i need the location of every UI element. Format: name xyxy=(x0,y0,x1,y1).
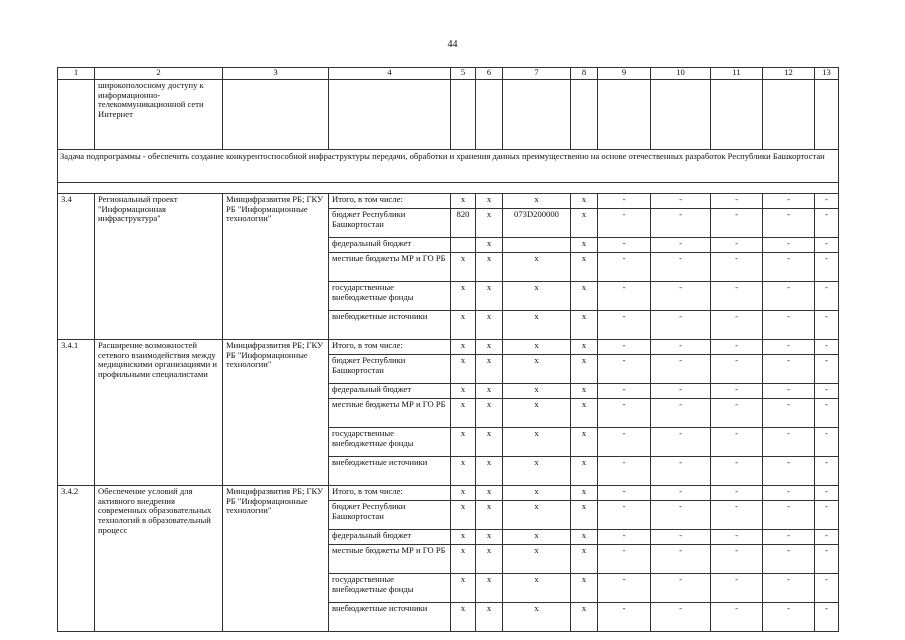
value-cell-c5: x xyxy=(451,253,476,282)
value-cell-c5: x xyxy=(451,355,476,384)
value-cell-c10: - xyxy=(651,311,711,340)
value-cell-c6: x xyxy=(476,238,503,253)
value-cell-c7 xyxy=(503,238,571,253)
value-cell-c9: - xyxy=(598,530,651,545)
value-cell-c9: - xyxy=(598,311,651,340)
continuation-name: широкополосному доступу к информационно-телекоммуникационной сети Интернет xyxy=(95,80,223,150)
value-cell-c12: - xyxy=(763,209,815,238)
empty-cell xyxy=(476,80,503,150)
value-cell-c12: - xyxy=(763,545,815,574)
value-cell-c10: - xyxy=(651,603,711,632)
value-cell-c9: - xyxy=(598,501,651,530)
value-cell-c10: - xyxy=(651,486,711,501)
value-cell-c10: - xyxy=(651,428,711,457)
value-cell-c12: - xyxy=(763,194,815,209)
value-cell-c10: - xyxy=(651,282,711,311)
value-cell-c13: - xyxy=(815,486,839,501)
value-cell-c8: x xyxy=(571,282,598,311)
value-cell-c12: - xyxy=(763,282,815,311)
value-cell-c11: - xyxy=(711,209,763,238)
value-cell-c10: - xyxy=(651,340,711,355)
value-cell-c13: - xyxy=(815,238,839,253)
value-cell-c7: x xyxy=(503,253,571,282)
value-cell-c6: x xyxy=(476,603,503,632)
value-cell-c10: - xyxy=(651,384,711,399)
value-cell-c6: x xyxy=(476,486,503,501)
value-cell-c6: x xyxy=(476,428,503,457)
funding-source: федеральный бюджет xyxy=(329,238,451,253)
value-cell-c13: - xyxy=(815,384,839,399)
funding-source: Итого, в том числе: xyxy=(329,194,451,209)
value-cell-c11: - xyxy=(711,428,763,457)
value-cell-c8: x xyxy=(571,194,598,209)
value-cell-c11: - xyxy=(711,603,763,632)
funding-source: бюджет Республики Башкортостан xyxy=(329,209,451,238)
value-cell-c11: - xyxy=(711,311,763,340)
value-cell-c6: x xyxy=(476,340,503,355)
value-cell-c7: x xyxy=(503,574,571,603)
column-number: 1 xyxy=(58,68,95,80)
value-cell-c7: x xyxy=(503,355,571,384)
value-cell-c8: x xyxy=(571,253,598,282)
section-executor: Минцифразвития РБ; ГКУ РБ "Информационные технологии" xyxy=(223,340,329,486)
value-cell-c5: x xyxy=(451,574,476,603)
value-cell-c6: x xyxy=(476,282,503,311)
empty-cell xyxy=(58,80,95,150)
value-cell-c6: x xyxy=(476,384,503,399)
value-cell-c8: x xyxy=(571,545,598,574)
value-cell-c9: - xyxy=(598,194,651,209)
value-cell-c8: x xyxy=(571,603,598,632)
column-number: 7 xyxy=(503,68,571,80)
value-cell-c11: - xyxy=(711,574,763,603)
spacer-row xyxy=(58,183,839,194)
value-cell-c11: - xyxy=(711,355,763,384)
value-cell-c7: x xyxy=(503,603,571,632)
value-cell-c12: - xyxy=(763,486,815,501)
section-executor: Минцифразвития РБ; ГКУ РБ "Информационные технологии" xyxy=(223,486,329,632)
funding-row xyxy=(58,194,839,209)
value-cell-c9: - xyxy=(598,457,651,486)
value-cell-c11: - xyxy=(711,501,763,530)
value-cell-c10: - xyxy=(651,574,711,603)
value-cell-c13: - xyxy=(815,194,839,209)
value-cell-c6: x xyxy=(476,545,503,574)
funding-source: местные бюджеты МР и ГО РБ xyxy=(329,399,451,428)
value-cell-c7: x xyxy=(503,457,571,486)
value-cell-c10: - xyxy=(651,530,711,545)
value-cell-c9: - xyxy=(598,545,651,574)
empty-cell xyxy=(651,80,711,150)
value-cell-c6: x xyxy=(476,253,503,282)
value-cell-c6: x xyxy=(476,530,503,545)
funding-source: местные бюджеты МР и ГО РБ xyxy=(329,545,451,574)
section-number: 3.4.2 xyxy=(58,486,95,632)
value-cell-c6: x xyxy=(476,311,503,340)
value-cell-c12: - xyxy=(763,340,815,355)
empty-cell xyxy=(223,80,329,150)
column-number: 11 xyxy=(711,68,763,80)
funding-source: федеральный бюджет xyxy=(329,384,451,399)
empty-cell xyxy=(571,80,598,150)
value-cell-c11: - xyxy=(711,238,763,253)
column-numbers-row xyxy=(58,68,839,80)
value-cell-c6: x xyxy=(476,574,503,603)
value-cell-c11: - xyxy=(711,399,763,428)
funding-source: бюджет Республики Башкортостан xyxy=(329,355,451,384)
value-cell-c8: x xyxy=(571,501,598,530)
value-cell-c10: - xyxy=(651,194,711,209)
value-cell-c5: x xyxy=(451,194,476,209)
value-cell-c9: - xyxy=(598,355,651,384)
value-cell-c11: - xyxy=(711,340,763,355)
value-cell-c13: - xyxy=(815,574,839,603)
value-cell-c8: x xyxy=(571,340,598,355)
value-cell-c9: - xyxy=(598,340,651,355)
column-number: 5 xyxy=(451,68,476,80)
value-cell-c10: - xyxy=(651,545,711,574)
value-cell-c9: - xyxy=(598,603,651,632)
value-cell-c5: x xyxy=(451,282,476,311)
value-cell-c8: x xyxy=(571,238,598,253)
value-cell-c12: - xyxy=(763,238,815,253)
column-number: 13 xyxy=(815,68,839,80)
funding-source: государственные внебюджетные фонды xyxy=(329,574,451,603)
value-cell-c5: 820 xyxy=(451,209,476,238)
value-cell-c5: x xyxy=(451,545,476,574)
section-name: Обеспечение условий для активного внедрения современных образовательных технологий в образовательный процесс xyxy=(95,486,223,632)
task-text: Задача подпрограммы - обеспечить создание конкурентоспособной инфраструктуры передачи, обработки и хранения данных преимущественно на основе отечественных разработок Республики Башкортостан xyxy=(58,150,839,183)
value-cell-c6: x xyxy=(476,501,503,530)
value-cell-c13: - xyxy=(815,311,839,340)
value-cell-c8: x xyxy=(571,457,598,486)
value-cell-c13: - xyxy=(815,209,839,238)
value-cell-c11: - xyxy=(711,253,763,282)
section-number: 3.4.1 xyxy=(58,340,95,486)
value-cell-c10: - xyxy=(651,209,711,238)
value-cell-c7: 073D200000 xyxy=(503,209,571,238)
value-cell-c7: x xyxy=(503,399,571,428)
value-cell-c5: x xyxy=(451,457,476,486)
value-cell-c9: - xyxy=(598,399,651,428)
funding-source: бюджет Республики Башкортостан xyxy=(329,501,451,530)
funding-source: внебюджетные источники xyxy=(329,457,451,486)
funding-source: внебюджетные источники xyxy=(329,603,451,632)
value-cell-c7: x xyxy=(503,282,571,311)
column-number: 12 xyxy=(763,68,815,80)
value-cell-c8: x xyxy=(571,428,598,457)
value-cell-c7: x xyxy=(503,501,571,530)
value-cell-c12: - xyxy=(763,399,815,428)
column-number: 8 xyxy=(571,68,598,80)
value-cell-c11: - xyxy=(711,545,763,574)
value-cell-c10: - xyxy=(651,457,711,486)
column-number: 9 xyxy=(598,68,651,80)
value-cell-c7: x xyxy=(503,311,571,340)
value-cell-c5: x xyxy=(451,428,476,457)
value-cell-c12: - xyxy=(763,603,815,632)
value-cell-c8: x xyxy=(571,209,598,238)
value-cell-c9: - xyxy=(598,384,651,399)
value-cell-c7: x xyxy=(503,384,571,399)
value-cell-c9: - xyxy=(598,428,651,457)
column-number: 2 xyxy=(95,68,223,80)
funding-source: федеральный бюджет xyxy=(329,530,451,545)
value-cell-c12: - xyxy=(763,428,815,457)
value-cell-c5: x xyxy=(451,399,476,428)
value-cell-c13: - xyxy=(815,399,839,428)
value-cell-c13: - xyxy=(815,530,839,545)
section-number: 3.4 xyxy=(58,194,95,340)
value-cell-c6: x xyxy=(476,399,503,428)
section-name: Расширение возможностей сетевого взаимодействия между медицинскими организациями и профильными специалистами xyxy=(95,340,223,486)
value-cell-c5: x xyxy=(451,486,476,501)
value-cell-c11: - xyxy=(711,486,763,501)
value-cell-c5: x xyxy=(451,501,476,530)
value-cell-c13: - xyxy=(815,340,839,355)
value-cell-c13: - xyxy=(815,282,839,311)
column-number: 3 xyxy=(223,68,329,80)
value-cell-c5 xyxy=(451,238,476,253)
value-cell-c12: - xyxy=(763,501,815,530)
value-cell-c13: - xyxy=(815,253,839,282)
value-cell-c5: x xyxy=(451,530,476,545)
value-cell-c13: - xyxy=(815,501,839,530)
value-cell-c10: - xyxy=(651,253,711,282)
value-cell-c12: - xyxy=(763,574,815,603)
empty-cell xyxy=(451,80,476,150)
value-cell-c13: - xyxy=(815,457,839,486)
value-cell-c6: x xyxy=(476,209,503,238)
value-cell-c11: - xyxy=(711,457,763,486)
value-cell-c6: x xyxy=(476,457,503,486)
value-cell-c8: x xyxy=(571,574,598,603)
value-cell-c7: x xyxy=(503,194,571,209)
value-cell-c10: - xyxy=(651,355,711,384)
value-cell-c13: - xyxy=(815,428,839,457)
value-cell-c12: - xyxy=(763,530,815,545)
value-cell-c6: x xyxy=(476,194,503,209)
value-cell-c11: - xyxy=(711,282,763,311)
value-cell-c8: x xyxy=(571,355,598,384)
value-cell-c10: - xyxy=(651,238,711,253)
value-cell-c5: x xyxy=(451,603,476,632)
value-cell-c9: - xyxy=(598,238,651,253)
funding-row xyxy=(58,340,839,355)
empty-cell xyxy=(598,80,651,150)
value-cell-c8: x xyxy=(571,384,598,399)
value-cell-c11: - xyxy=(711,194,763,209)
empty-cell xyxy=(815,80,839,150)
value-cell-c8: x xyxy=(571,530,598,545)
value-cell-c9: - xyxy=(598,209,651,238)
value-cell-c5: x xyxy=(451,340,476,355)
value-cell-c9: - xyxy=(598,253,651,282)
empty-cell xyxy=(711,80,763,150)
value-cell-c13: - xyxy=(815,603,839,632)
continuation-row xyxy=(58,80,839,150)
value-cell-c13: - xyxy=(815,355,839,384)
value-cell-c12: - xyxy=(763,355,815,384)
value-cell-c7: x xyxy=(503,428,571,457)
budget-table xyxy=(57,67,839,632)
value-cell-c9: - xyxy=(598,282,651,311)
value-cell-c5: x xyxy=(451,311,476,340)
spacer-cell xyxy=(58,183,839,194)
value-cell-c11: - xyxy=(711,384,763,399)
column-number: 4 xyxy=(329,68,451,80)
section-executor: Минцифразвития РБ; ГКУ РБ "Информационные технологии" xyxy=(223,194,329,340)
value-cell-c10: - xyxy=(651,501,711,530)
value-cell-c6: x xyxy=(476,355,503,384)
value-cell-c10: - xyxy=(651,399,711,428)
funding-row xyxy=(58,486,839,501)
funding-source: государственные внебюджетные фонды xyxy=(329,428,451,457)
value-cell-c9: - xyxy=(598,574,651,603)
value-cell-c11: - xyxy=(711,530,763,545)
value-cell-c7: x xyxy=(503,486,571,501)
funding-source: местные бюджеты МР и ГО РБ xyxy=(329,253,451,282)
empty-cell xyxy=(329,80,451,150)
funding-source: государственные внебюджетные фонды xyxy=(329,282,451,311)
value-cell-c8: x xyxy=(571,311,598,340)
value-cell-c12: - xyxy=(763,253,815,282)
column-number: 6 xyxy=(476,68,503,80)
value-cell-c12: - xyxy=(763,457,815,486)
page-number: 44 xyxy=(447,39,458,50)
funding-source: Итого, в том числе: xyxy=(329,340,451,355)
task-row xyxy=(58,150,839,183)
value-cell-c8: x xyxy=(571,486,598,501)
value-cell-c5: x xyxy=(451,384,476,399)
funding-source: внебюджетные источники xyxy=(329,311,451,340)
value-cell-c13: - xyxy=(815,545,839,574)
empty-cell xyxy=(503,80,571,150)
value-cell-c12: - xyxy=(763,311,815,340)
empty-cell xyxy=(763,80,815,150)
value-cell-c8: x xyxy=(571,399,598,428)
funding-source: Итого, в том числе: xyxy=(329,486,451,501)
value-cell-c9: - xyxy=(598,486,651,501)
value-cell-c7: x xyxy=(503,530,571,545)
column-number: 10 xyxy=(651,68,711,80)
value-cell-c7: x xyxy=(503,340,571,355)
section-name: Региональный проект "Информационная инфраструктура" xyxy=(95,194,223,340)
value-cell-c12: - xyxy=(763,384,815,399)
value-cell-c7: x xyxy=(503,545,571,574)
